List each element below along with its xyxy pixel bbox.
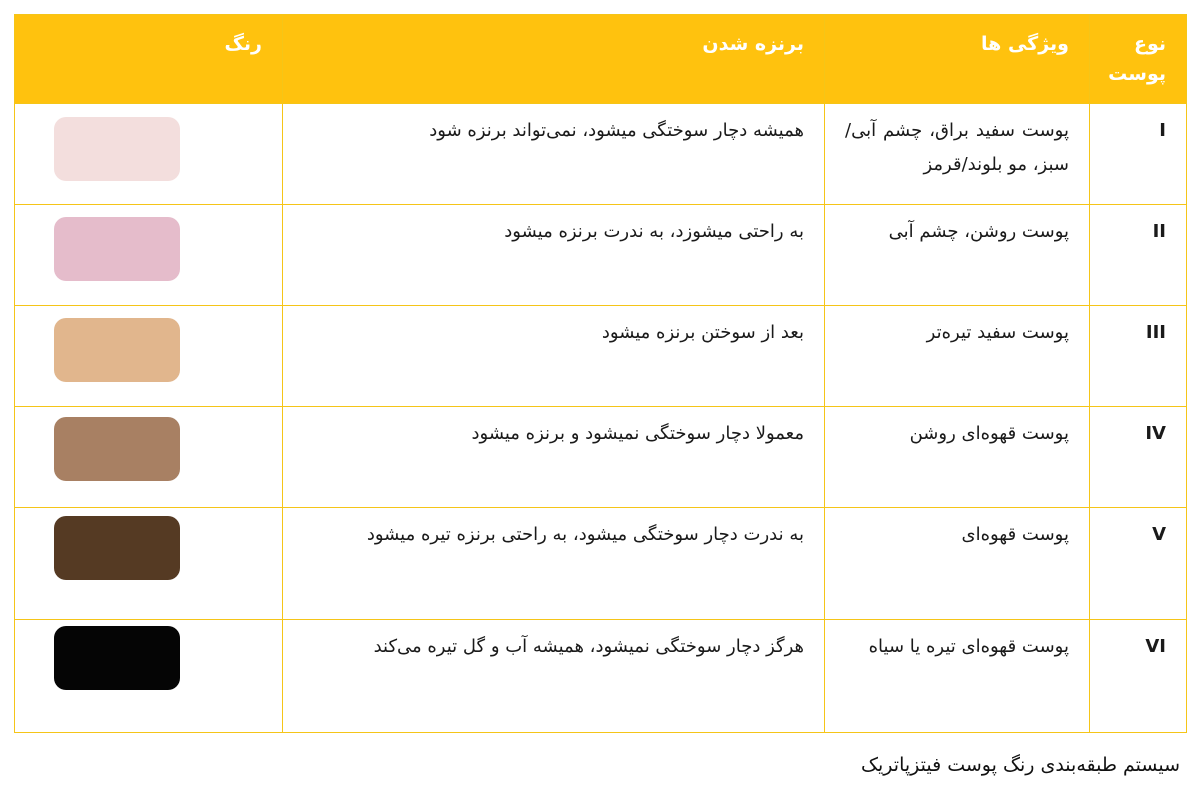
traits-cell: پوست قهوه‌ای تیره یا سیاه: [825, 620, 1090, 733]
table-row: [15, 205, 1187, 306]
tanning-cell: به ندرت دچار سوختگی میشود، به راحتی برنزه تیره میشود: [283, 508, 825, 620]
table-row: [15, 508, 1187, 620]
skin-type-cell: II: [1090, 205, 1187, 306]
table-row: [15, 104, 1187, 205]
color-swatch: [54, 417, 180, 481]
skin-type-cell: I: [1090, 104, 1187, 205]
table-row: [15, 306, 1187, 407]
color-swatch: [54, 117, 180, 181]
color-cell: [15, 104, 283, 205]
traits-cell: پوست قهوه‌ای روشن: [825, 407, 1090, 508]
header-color: رنگ: [15, 15, 283, 104]
table-header-row: [15, 15, 1187, 104]
color-swatch: [54, 318, 180, 382]
traits-cell: پوست قهوه‌ای: [825, 508, 1090, 620]
table-caption: سیستم طبقه‌بندی رنگ پوست فیتزپاتریک: [861, 754, 1180, 776]
color-cell: [15, 620, 283, 733]
header-traits: ویژگی ها: [825, 15, 1090, 104]
color-swatch: [54, 626, 180, 690]
table-row: [15, 407, 1187, 508]
traits-cell: پوست روشن، چشم آبی: [825, 205, 1090, 306]
traits-cell: پوست سفید تیره‌تر: [825, 306, 1090, 407]
fitzpatrick-table: [14, 14, 1187, 733]
color-swatch: [54, 217, 180, 281]
color-cell: [15, 407, 283, 508]
tanning-cell: هرگز دچار سوختگی نمیشود، همیشه آب و گل تیره می‌کند: [283, 620, 825, 733]
traits-cell: پوست سفید براق، چشم آبی/سبز، مو بلوند/قرمز: [825, 104, 1090, 205]
tanning-cell: بعد از سوختن برنزه میشود: [283, 306, 825, 407]
tanning-cell: معمولا دچار سوختگی نمیشود و برنزه میشود: [283, 407, 825, 508]
header-skin-type: نوع پوست: [1090, 15, 1187, 104]
color-cell: [15, 205, 283, 306]
header-tanning: برنزه شدن: [283, 15, 825, 104]
color-cell: [15, 306, 283, 407]
skin-type-cell: III: [1090, 306, 1187, 407]
table-row: [15, 620, 1187, 733]
skin-type-cell: VI: [1090, 620, 1187, 733]
skin-type-cell: IV: [1090, 407, 1187, 508]
color-swatch: [54, 516, 180, 580]
tanning-cell: همیشه دچار سوختگی میشود، نمی‌تواند برنزه شود: [283, 104, 825, 205]
tanning-cell: به راحتی میشوزد، به ندرت برنزه میشود: [283, 205, 825, 306]
skin-type-cell: V: [1090, 508, 1187, 620]
color-cell: [15, 508, 283, 620]
